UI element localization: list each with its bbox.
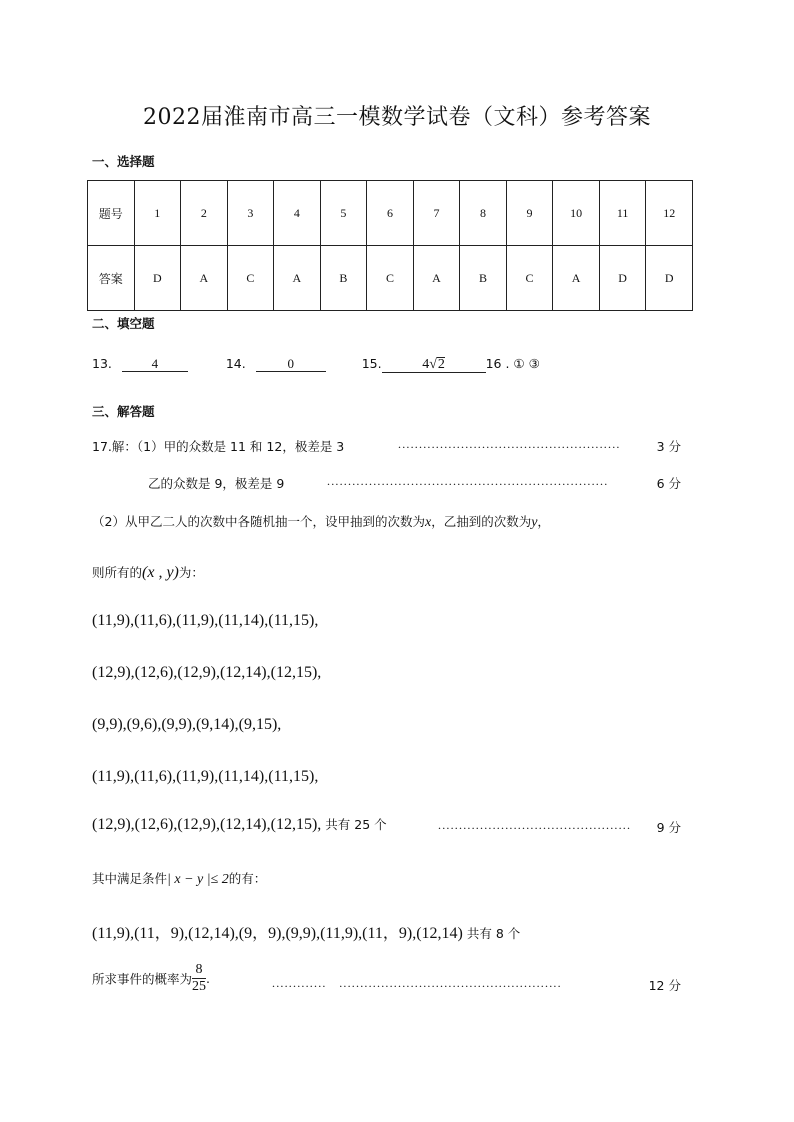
answer-cell: B [320,246,367,311]
pair-list-text: (12,9),(12,6),(12,9),(12,14),(12,15), [92,816,322,833]
question-number: 12 [646,181,693,246]
dot-leader: ............. ..................................................... [272,976,562,990]
score-6: 6 分 [656,476,681,491]
pair-list-row-4: (11,9),(11,6),(11,9),(11,14),(11,15), [92,768,319,785]
probability-line [92,962,210,995]
score-9: 9 分 [656,820,681,835]
score-12: 12 分 [648,978,681,993]
row-label-number: 题号 [88,181,135,246]
question-number: 3 [227,181,274,246]
q16-answer: ① ③ [513,356,540,371]
fraction-numerator: 8 [192,962,206,979]
answer-cell: C [506,246,553,311]
question-number: 9 [506,181,553,246]
page-title: 2022届淮南市高三一模数学试卷（文科）参考答案 [143,105,651,130]
condition-expr: | x − y |≤ 2 [167,872,229,887]
valid-pairs-line [92,920,520,943]
all-pairs-intro [92,563,204,582]
question-number: 5 [320,181,367,246]
pair-list-row-5 [92,815,387,834]
var-y: y [531,515,538,530]
section-choice-heading: 一、选择题 [92,154,155,169]
answer-cell: C [227,246,274,311]
score-3: 3 分 [656,439,681,454]
q15-radicand: 2 [437,357,445,372]
intro-text: 则所有的 [92,565,143,580]
dot-leader: ................................................................... [327,474,609,488]
q13-label: 13. [92,356,112,371]
probability-fraction [192,962,206,995]
answer-cell: A [413,246,460,311]
dot-leader: .............................................. [438,818,632,832]
intro-text: （2）从甲乙二人的次数中各随机抽一个，设甲抽到的次数为 [92,514,425,529]
fill-answers-line [92,356,540,373]
question-number: 4 [274,181,321,246]
question-number: 8 [460,181,507,246]
section-solution-heading: 三、解答题 [92,404,155,419]
valid-count: 共有 8 个 [466,926,521,941]
answer-cell: D [599,246,646,311]
prob-text: 所求事件的概率为 [92,971,193,987]
section-fill-heading: 二、填空题 [92,316,155,331]
pair-list-row-3: (9,9),(9,6),(9,9),(9,14),(9,15), [92,716,282,733]
question-number: 11 [599,181,646,246]
row-label-answer: 答案 [88,246,135,311]
question-number: 2 [181,181,228,246]
intro-text: 为： [178,565,204,580]
answer-cell: A [274,246,321,311]
question-number: 1 [134,181,181,246]
answer-cell: B [460,246,507,311]
q17-part1-line: 17.解：（1）甲的众数是 11 和 12，极差是 3 [92,439,345,454]
pair-xy: (x , y) [142,564,179,581]
question-number: 6 [367,181,414,246]
cond-text: 的有： [228,871,267,886]
intro-text: ，乙抽到的次数为 [431,514,532,529]
cond-text: 其中满足条件 [92,871,168,886]
total-count: 共有 25 个 [325,817,387,832]
sqrt-sign: √ [429,357,437,372]
answer-cell: A [553,246,600,311]
q15-coefficient: 4 [422,357,430,372]
pair-list-row-1: (11,9),(11,6),(11,9),(11,14),(11,15), [92,612,319,629]
q13-answer: 4 [122,357,188,372]
q17-part2-intro [92,512,550,531]
period: . [206,971,210,986]
question-number-row [88,181,693,246]
q16-label: 16 . [485,356,510,371]
pair-list-row-2: (12,9),(12,6),(12,9),(12,14),(12,15), [92,664,322,681]
answer-cell: C [367,246,414,311]
q17-part1-line2: 乙的众数是 9，极差是 9 [148,476,285,491]
intro-text: ， [537,514,550,529]
var-x: x [424,515,432,530]
answer-table [87,180,693,311]
fraction-denominator: 25 [192,979,207,994]
answer-row [88,246,693,311]
q15-answer [382,357,486,373]
q14-answer: 0 [256,357,326,372]
answer-cell: A [181,246,228,311]
dot-leader: ..................................................... [398,437,621,451]
answer-cell: D [646,246,693,311]
question-number: 10 [553,181,600,246]
condition-line [92,869,266,888]
answer-cell: D [134,246,181,311]
q15-label: 15. [361,356,382,371]
valid-pairs-list: (11,9),(11，9),(12,14),(9，9),(9,9),(11,9),(11，9),(12,14) [92,925,463,942]
q14-label: 14. [225,356,246,371]
question-number: 7 [413,181,460,246]
